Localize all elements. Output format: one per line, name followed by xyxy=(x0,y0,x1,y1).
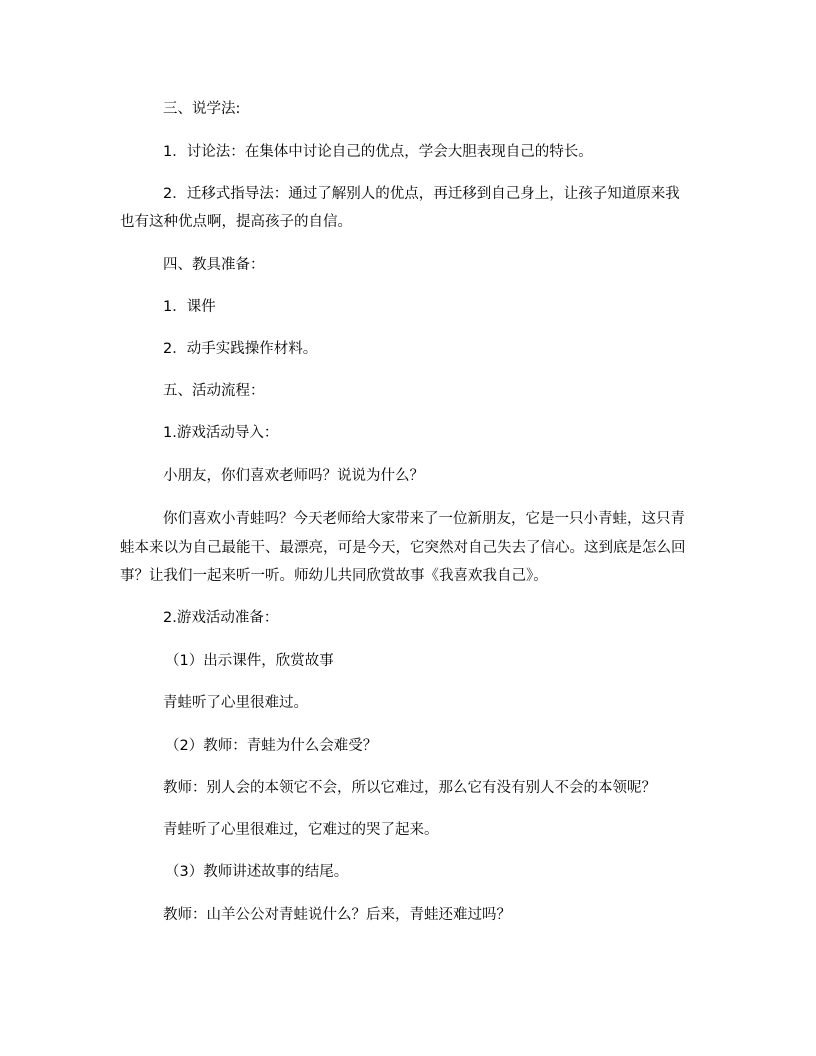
section-heading-activity-flow: 五、活动流程： xyxy=(163,383,265,399)
paragraph-goat-question: 教师：山羊公公对青蛙说什么？后来，青蛙还难过吗？ xyxy=(163,907,511,923)
sub-step-story-ending: （3）教师讲述故事的结尾。 xyxy=(165,864,349,880)
paragraph-frog-intro-line3: 事？让我们一起来听一听。师幼儿共同欣赏故事《我喜欢我自己》。 xyxy=(120,568,548,584)
section-heading-teaching-aids: 四、教具准备： xyxy=(163,257,265,273)
paragraph-frog-intro-line2: 蛙本来以为自己最能干、最漂亮，可是今天，它突然对自己失去了信心。这到底是怎么回 xyxy=(120,540,686,556)
sub-step-teacher-question: （2）教师：青蛙为什么会难受？ xyxy=(165,738,378,754)
paragraph-frog-sad: 青蛙听了心里很难过。 xyxy=(163,695,308,711)
paragraph-discussion-method: 1．讨论法：在集体中讨论自己的优点，学会大胆表现自己的特长。 xyxy=(163,144,593,160)
paragraph-hands-on-materials: 2．动手实践操作材料。 xyxy=(163,341,318,357)
step-heading-game-prep: 2.游戏活动准备： xyxy=(163,610,279,626)
paragraph-intro-question: 小朋友，你们喜欢老师吗？说说为什么？ xyxy=(163,468,424,484)
section-heading-study-methods: 三、说学法: xyxy=(163,101,241,117)
sub-step-show-courseware: （1）出示课件，欣赏故事 xyxy=(165,653,334,669)
paragraph-frog-intro-line1: 你们喜欢小青蛙吗？今天老师给大家带来了一位新朋友，它是一只小青蛙，这只青 xyxy=(163,511,685,527)
paragraph-teacher-skills: 教师：别人会的本领它不会，所以它难过，那么它有没有别人不会的本领呢？ xyxy=(163,780,656,796)
paragraph-transfer-method-line2: 也有这种优点啊，提高孩子的自信。 xyxy=(120,214,352,230)
paragraph-courseware: 1．课件 xyxy=(163,299,216,315)
step-heading-game-intro: 1.游戏活动导入： xyxy=(163,425,279,441)
paragraph-transfer-method-line1: 2．迁移式指导法：通过了解别人的优点，再迁移到自己身上，让孩子知道原来我 xyxy=(163,186,680,202)
paragraph-frog-cried: 青蛙听了心里很难过，它难过的哭了起来。 xyxy=(163,822,439,838)
